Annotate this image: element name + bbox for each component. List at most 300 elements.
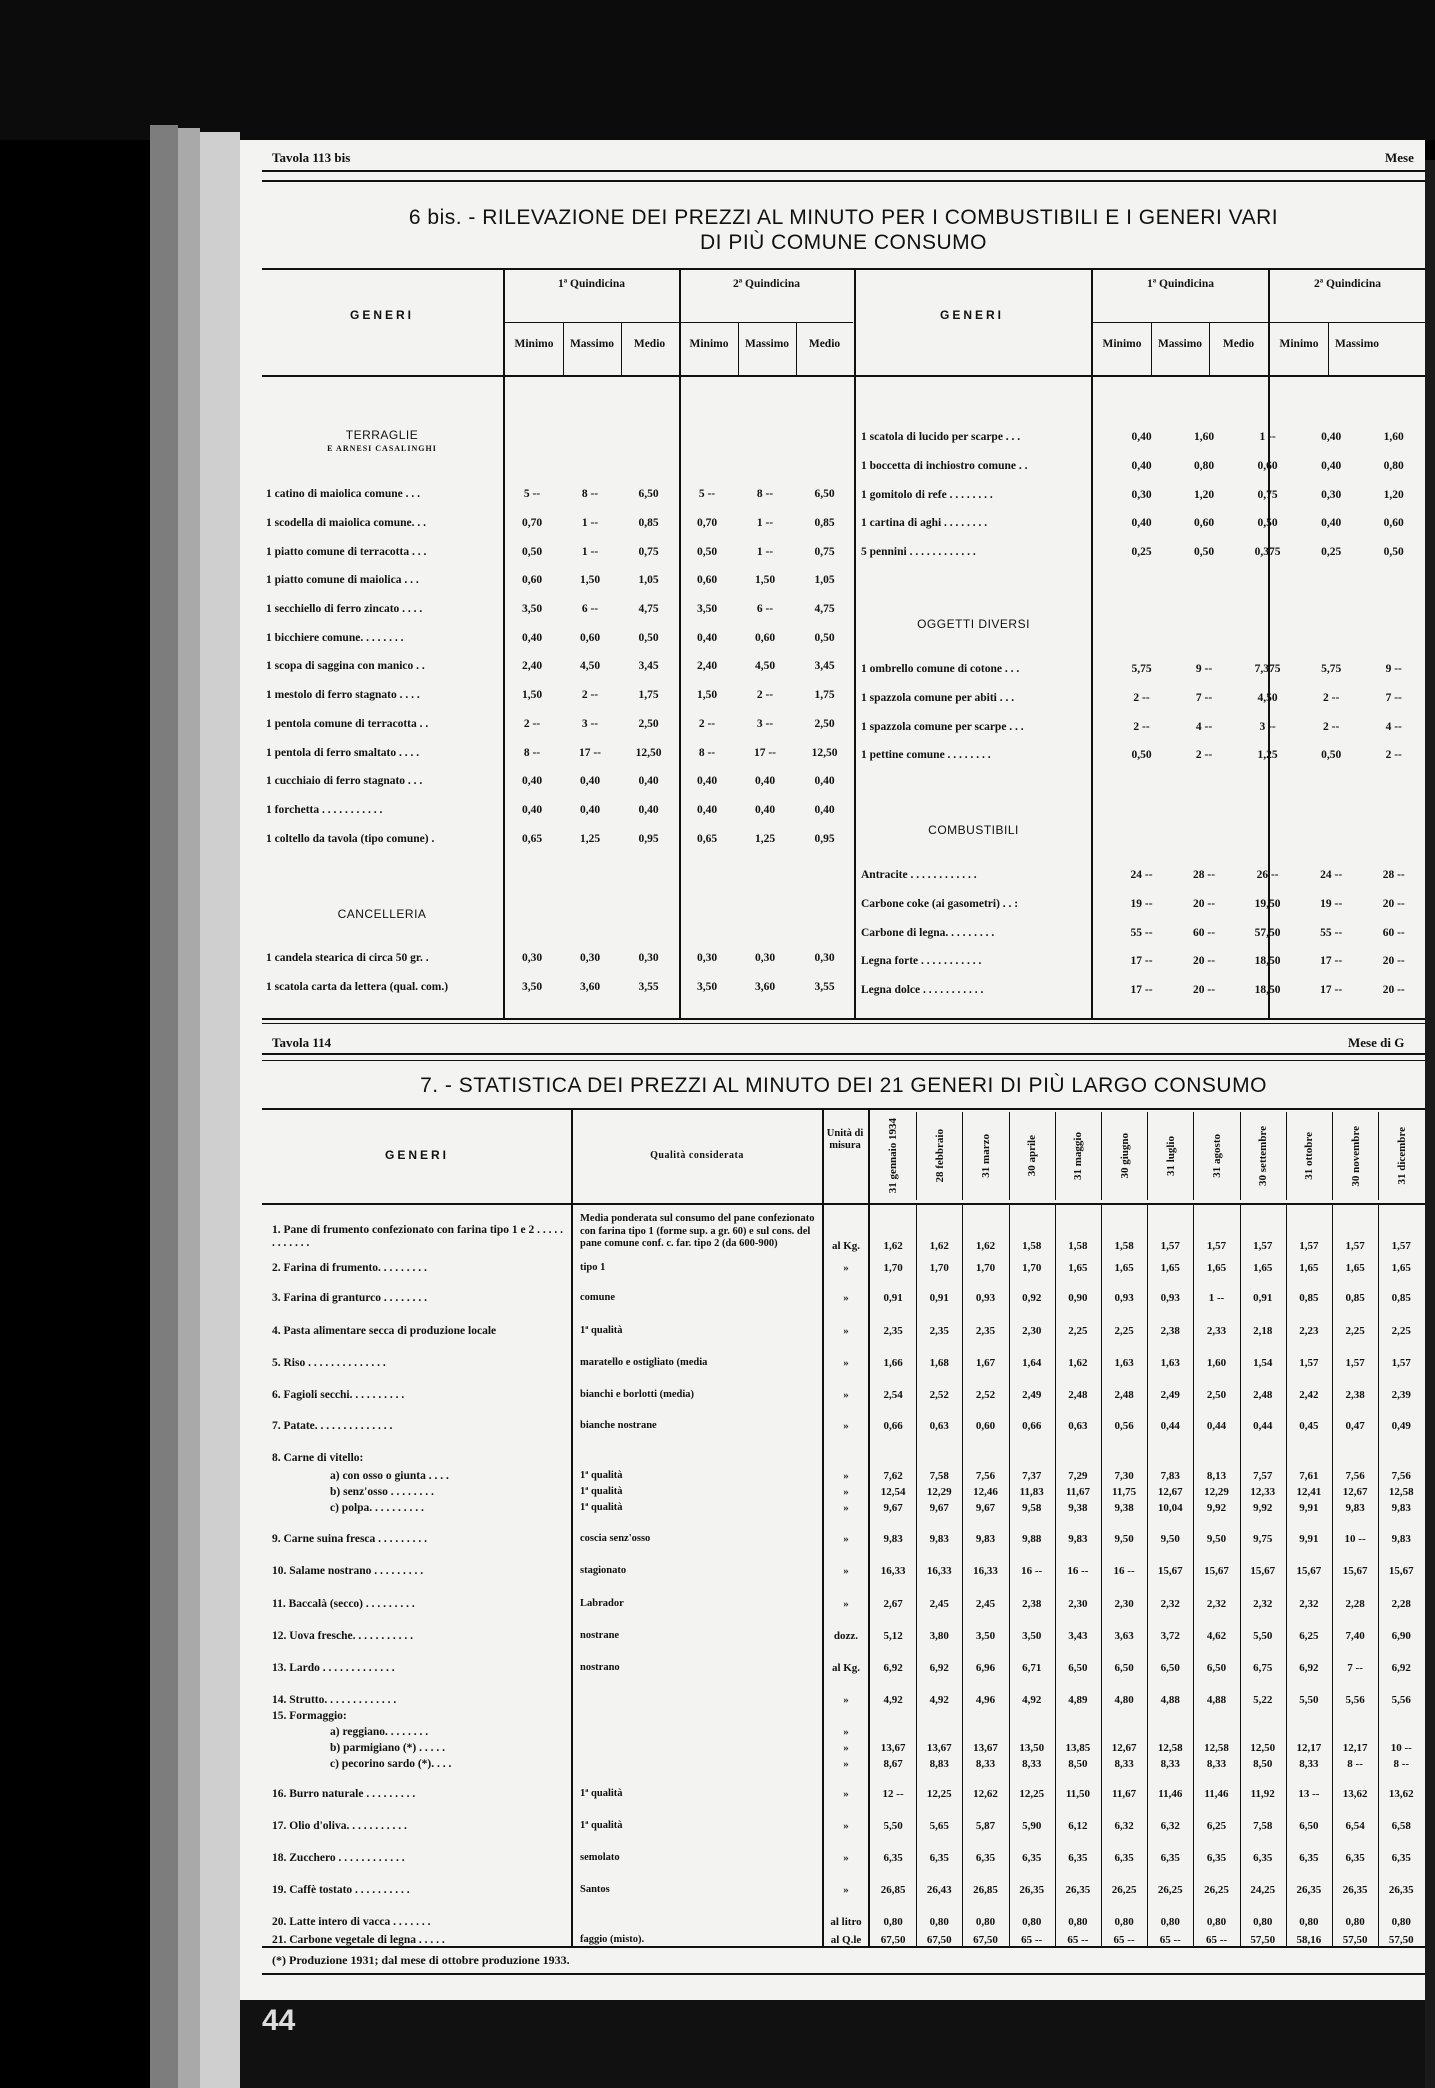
table6-title-line1: 6 bis. - RILEVAZIONE DEI PREZZI AL MINUTO PER I COMBUSTIBILI E I GENERI VARI (408, 206, 1279, 229)
price-cell: 6,35 (929, 1852, 949, 1864)
price-cell: 1,58 (1068, 1240, 1088, 1252)
price-cell: 9,58 (1022, 1502, 1042, 1514)
price-cell: 12,25 (926, 1788, 952, 1800)
price-cell: 0,49 (1391, 1420, 1411, 1432)
price-cell: 5,75 (1321, 663, 1342, 676)
price-cell: 2,45 (975, 1598, 996, 1610)
row-quality: 1ª qualità (580, 1788, 623, 1799)
table-row (857, 423, 1425, 452)
price-cell: 1,63 (1114, 1357, 1134, 1369)
row-unit: » (843, 1694, 849, 1706)
price-cell: 65 -- (1067, 1934, 1089, 1946)
price-cell: 10 -- (1390, 1742, 1412, 1754)
price-cell: 1,60 (1193, 431, 1215, 444)
price-cell: 17 -- (1320, 984, 1343, 997)
row-unit: » (843, 1325, 849, 1337)
price-cell: 1,65 (1160, 1262, 1180, 1274)
price-cell: 2,39 (1391, 1389, 1411, 1401)
date-header-label: 31 agosto (1210, 1134, 1223, 1178)
med-header: Medio (633, 338, 666, 350)
table-row (262, 824, 855, 853)
price-cell: 1,63 (1160, 1357, 1180, 1369)
price-cell: 6,50 (814, 488, 835, 501)
price-cell: 24 -- (1130, 869, 1153, 882)
table-row (262, 710, 855, 739)
price-cell: 1,58 (1022, 1240, 1042, 1252)
price-cell: 12 -- (882, 1788, 904, 1800)
price-cell: 1,62 (1068, 1357, 1088, 1369)
price-cell: 57,50 (1250, 1934, 1276, 1946)
price-cell: 2 -- (1385, 749, 1402, 762)
price-cell: 0,45 (1299, 1420, 1319, 1432)
price-cell: 8,33 (1206, 1758, 1227, 1770)
row-label: a) reggiano. . . . . . . . (330, 1726, 429, 1738)
price-cell: 1,05 (814, 574, 835, 587)
price-cell: 2,49 (1022, 1389, 1042, 1401)
date-header (1193, 1112, 1239, 1200)
price-cell: 6,35 (1160, 1852, 1180, 1864)
row-label: 1. Pane di frumento confezionato con farina tipo 1 e 2 . . . . . . . . . . . . (272, 1224, 563, 1249)
price-cell: 18,50 (1254, 984, 1281, 997)
price-cell: 1 -- (1259, 431, 1276, 444)
price-cell: 15,67 (1250, 1565, 1276, 1577)
page-number: 44 (262, 2004, 296, 2037)
scan-page-edge (178, 128, 200, 2088)
rule (262, 1108, 1425, 1110)
price-cell: 2,30 (1068, 1598, 1088, 1610)
price-cell: 67,50 (973, 1934, 998, 1946)
price-cell: 20 -- (1193, 955, 1216, 968)
price-cell: 6,50 (1299, 1820, 1319, 1832)
row-label: 9. Carne suina fresca . . . . . . . . . (272, 1533, 428, 1545)
price-cell: 26,25 (1157, 1884, 1183, 1896)
price-cell: 1,65 (1068, 1262, 1088, 1274)
item-name: Carbone di legna. . . . . . . . . (861, 926, 995, 939)
price-cell: 15,67 (1388, 1565, 1414, 1577)
table-row (262, 738, 855, 767)
price-cell: 0,80 (1391, 1916, 1411, 1928)
price-cell: 2 -- (1323, 720, 1340, 733)
price-cell: 8,33 (1114, 1758, 1134, 1770)
item-name: 1 secchiello di ferro zincato . . . . (266, 603, 423, 616)
price-cell: 1,57 (1345, 1357, 1365, 1369)
q1-header-right: 1ª Quindicina (1146, 278, 1215, 290)
row-label: 12. Uova fresche. . . . . . . . . . . (272, 1630, 413, 1642)
date-header-label: 31 luglio (1164, 1135, 1177, 1177)
price-cell: 0,80 (975, 1916, 996, 1928)
price-cell: 11,92 (1250, 1788, 1275, 1800)
price-cell: 20 -- (1193, 984, 1216, 997)
price-cell: 0,50 (814, 631, 835, 644)
price-cell: 0,93 (1114, 1292, 1134, 1304)
row-label: 13. Lardo . . . . . . . . . . . . . (272, 1662, 395, 1674)
table6-title (262, 205, 1425, 255)
price-cell: 3 -- (756, 717, 774, 730)
price-cell: 26,35 (1296, 1884, 1322, 1896)
price-cell: 15,67 (1342, 1565, 1368, 1577)
price-cell: 2,25 (1068, 1325, 1088, 1337)
item-name: 1 spazzola comune per abiti . . . (861, 692, 1015, 705)
price-cell: 3,60 (579, 981, 601, 994)
row-label: 6. Fagioli secchi. . . . . . . . . . (272, 1389, 405, 1401)
price-cell: 1,75 (638, 689, 659, 702)
row-label: b) senz'osso . . . . . . . . (330, 1486, 434, 1498)
row-quality: semolato (580, 1852, 620, 1863)
price-cell: 1,57 (1253, 1240, 1273, 1252)
price-cell: 7,29 (1068, 1470, 1088, 1482)
price-cell: 2,23 (1299, 1325, 1319, 1337)
price-cell: 2 -- (1133, 720, 1150, 733)
price-cell: 6,96 (975, 1662, 996, 1674)
price-cell: 7,58 (1253, 1820, 1273, 1832)
price-cell: 0,40 (814, 775, 835, 788)
price-cell: 1 -- (1208, 1292, 1225, 1304)
price-cell: 12,50 (635, 746, 662, 759)
med-header: Medio (808, 338, 841, 350)
row-label: 16. Burro naturale . . . . . . . . . (272, 1788, 416, 1800)
price-cell: 0,25 (1131, 546, 1152, 559)
price-cell: 6,92 (1391, 1662, 1411, 1674)
price-cell: 0,50 (1321, 749, 1342, 762)
table-row (857, 538, 1425, 567)
price-cell: 1 -- (581, 517, 599, 530)
price-cell: 3 -- (581, 717, 599, 730)
date-header-label: 31 gennaio 1934 (887, 1118, 900, 1194)
price-cell: 0,60 (754, 631, 776, 644)
price-cell: 0,40 (638, 803, 659, 816)
row-quality: 1ª qualità (580, 1325, 623, 1336)
price-cell: 4,89 (1068, 1694, 1088, 1706)
row-quality: nostrano (580, 1662, 620, 1673)
row-quality: bianchi e borlotti (media) (580, 1389, 695, 1400)
price-cell: 12,17 (1296, 1742, 1322, 1754)
price-cell: 12,29 (1204, 1486, 1229, 1498)
price-cell: 1,65 (1345, 1262, 1365, 1274)
table6-left-rows-1 (262, 480, 855, 853)
price-cell: 4,62 (1206, 1630, 1227, 1642)
rule (262, 1203, 1425, 1205)
price-cell: 12,62 (973, 1788, 998, 1800)
price-cell: 1,58 (1114, 1240, 1134, 1252)
price-cell: 0,30 (696, 952, 718, 965)
price-cell: 2,40 (521, 660, 543, 673)
max-header: Massimo (1157, 338, 1203, 350)
rule (1151, 323, 1152, 375)
t7-unita-header: Unità di misura (826, 1128, 864, 1151)
price-cell: 8,33 (1022, 1758, 1042, 1770)
price-cell: 12,58 (1388, 1486, 1414, 1498)
scan-page-edge (150, 125, 178, 2088)
price-cell: 1,50 (579, 574, 601, 587)
date-header (1055, 1112, 1101, 1200)
price-cell: 15,67 (1157, 1565, 1183, 1577)
price-cell: 0,66 (1022, 1420, 1042, 1432)
price-cell: 0,66 (883, 1420, 903, 1432)
price-cell: 9,83 (1068, 1533, 1088, 1545)
item-name: 1 pentola di ferro smaltato . . . . (266, 746, 420, 759)
price-cell: 5,56 (1391, 1694, 1411, 1706)
price-cell: 1,57 (1391, 1357, 1411, 1369)
price-cell: 20 -- (1382, 898, 1405, 911)
price-cell: 7,56 (1345, 1470, 1365, 1482)
item-name: 1 mestolo di ferro stagnato . . . . (266, 689, 420, 702)
price-cell: 0,40 (1131, 460, 1152, 473)
price-cell: 2,54 (883, 1389, 903, 1401)
price-cell: 10 -- (1344, 1533, 1366, 1545)
price-cell: 12,50 (811, 746, 838, 759)
date-header (1101, 1112, 1147, 1200)
price-cell: 0,40 (814, 803, 835, 816)
price-cell: 60 -- (1193, 926, 1216, 939)
scan-page-edge (200, 132, 240, 2088)
price-cell: 0,80 (1022, 1916, 1042, 1928)
row-quality: faggio (misto). (580, 1934, 645, 1945)
price-cell: 9,38 (1114, 1502, 1134, 1514)
price-cell: 0,40 (579, 803, 601, 816)
price-cell: 9,67 (883, 1502, 903, 1514)
price-cell: 0,91 (929, 1292, 949, 1304)
date-header (916, 1112, 962, 1200)
price-cell: 6,50 (1160, 1662, 1180, 1674)
price-cell: 8 -- (523, 746, 541, 759)
price-cell: 9,75 (1253, 1533, 1273, 1545)
price-cell: 0,60 (696, 574, 718, 587)
price-cell: 3,50 (1022, 1630, 1042, 1642)
price-cell: 0,40 (696, 803, 718, 816)
row-unit: » (843, 1470, 849, 1482)
row-quality: 1ª qualità (580, 1470, 623, 1481)
price-cell: 0,50 (1193, 546, 1215, 559)
table-row (262, 509, 855, 538)
rule (262, 1018, 1425, 1020)
item-name: 1 bicchiere comune. . . . . . . . (266, 631, 404, 644)
month-label: Mese (1385, 150, 1414, 165)
price-cell: 9,91 (1299, 1533, 1319, 1545)
price-cell: 3,43 (1068, 1630, 1088, 1642)
rule (1093, 322, 1425, 323)
row-label: 10. Salame nostrano . . . . . . . . . (272, 1565, 424, 1577)
price-cell: 1 -- (756, 517, 774, 530)
item-name: 1 candela stearica di circa 50 gr. . (266, 952, 429, 965)
price-cell: 0,30 (754, 952, 776, 965)
price-cell: 0,90 (1068, 1292, 1088, 1304)
t7-qualita-header: Qualità considerata (650, 1150, 744, 1161)
price-cell: 2 -- (1195, 749, 1213, 762)
table-row (857, 480, 1425, 509)
date-header (1332, 1112, 1378, 1200)
t7-generi-header: GENERI (384, 1148, 449, 1162)
price-cell: 3,45 (814, 660, 835, 673)
price-cell: 0,80 (1160, 1916, 1180, 1928)
item-name: 1 catino di maiolica comune . . . (266, 488, 420, 501)
price-cell: 2,52 (975, 1389, 996, 1401)
scan-right-edge (1425, 160, 1435, 2088)
row-unit: al Kg. (831, 1662, 861, 1674)
price-cell: 0,93 (1160, 1292, 1180, 1304)
price-cell: 8,33 (975, 1758, 996, 1770)
price-cell: 0,60 (521, 574, 543, 587)
price-cell: 3,72 (1160, 1630, 1180, 1642)
price-cell: 3,50 (521, 603, 543, 616)
price-cell: 12,17 (1342, 1742, 1368, 1754)
row-unit: » (843, 1884, 849, 1896)
min-header: Minimo (514, 338, 554, 350)
price-cell: 0,47 (1345, 1420, 1365, 1432)
price-cell: 11,46 (1158, 1788, 1183, 1800)
min-header: Minimo (689, 338, 729, 350)
price-cell: 2,49 (1160, 1389, 1180, 1401)
row-quality: comune (580, 1292, 615, 1303)
price-cell: 13,67 (973, 1742, 998, 1754)
price-cell: 26,25 (1204, 1884, 1229, 1896)
price-cell: 2,25 (1114, 1325, 1134, 1337)
price-cell: 1,57 (1299, 1357, 1319, 1369)
price-cell: 55 -- (1130, 926, 1153, 939)
row-quality: 1ª qualità (580, 1502, 623, 1513)
price-cell: 2,30 (1022, 1325, 1042, 1337)
price-cell: 3,60 (754, 981, 776, 994)
price-cell: 0,91 (883, 1292, 903, 1304)
price-cell: 0,85 (1345, 1292, 1365, 1304)
max-header: Massimo (569, 338, 615, 350)
price-cell: 2,52 (929, 1389, 949, 1401)
price-cell: 2,28 (1345, 1598, 1365, 1610)
item-name: 1 spazzola comune per scarpe . . . (861, 720, 1024, 733)
row-quality: Media ponderata sul consumo del pane confezionato con farina tipo 1 (forme sup. a gr. 60) e sul cons. del pane comune conf. c. far. tipo 2 (da 600-900) (580, 1213, 815, 1249)
price-cell: 13,50 (1019, 1742, 1045, 1754)
price-cell: 1,57 (1206, 1240, 1227, 1252)
date-header (1240, 1112, 1286, 1200)
price-cell: 6,35 (1345, 1852, 1365, 1864)
price-cell: 20 -- (1382, 984, 1405, 997)
price-cell: 13,62 (1342, 1788, 1368, 1800)
row-label: 2. Farina di frumento. . . . . . . . . (272, 1262, 427, 1274)
date-header (1378, 1112, 1424, 1200)
price-cell: 0,80 (929, 1916, 949, 1928)
price-cell: 2,45 (929, 1598, 949, 1610)
price-cell: 7,58 (929, 1470, 949, 1482)
row-label: b) parmigiano (*) . . . . . (330, 1742, 445, 1754)
row-label: 18. Zucchero . . . . . . . . . . . . (272, 1852, 405, 1864)
item-name: 1 scatola di lucido per scarpe . . . (861, 431, 1021, 444)
price-cell: 6,25 (1299, 1630, 1319, 1642)
rule (262, 375, 1425, 377)
price-cell: 6,50 (1206, 1662, 1227, 1674)
price-cell: 1,57 (1345, 1240, 1365, 1252)
price-cell: 3,80 (929, 1630, 949, 1642)
section-combustibili: COMBUSTIBILI (928, 823, 1019, 837)
price-cell: 0,40 (1321, 460, 1342, 473)
date-header-label: 30 giugno (1118, 1133, 1131, 1179)
price-cell: 2 -- (1133, 692, 1150, 705)
price-cell: 0,30 (579, 952, 601, 965)
section-cancelleria: CANCELLERIA (337, 907, 427, 921)
price-cell: 0,40 (754, 775, 776, 788)
rule (1209, 323, 1210, 375)
price-cell: 3,63 (1114, 1630, 1134, 1642)
item-name: 1 gomitolo di refe . . . . . . . . (861, 488, 993, 501)
item-name: Legna forte . . . . . . . . . . . (861, 955, 982, 968)
price-cell: 13,85 (1065, 1742, 1091, 1754)
table-row (857, 712, 1425, 741)
price-cell: 16,33 (973, 1565, 998, 1577)
row-unit: » (843, 1598, 849, 1610)
price-cell: 9,50 (1114, 1533, 1134, 1545)
price-cell: 6,71 (1022, 1662, 1042, 1674)
price-cell: 2,18 (1253, 1325, 1273, 1337)
price-cell: 6,54 (1345, 1820, 1365, 1832)
price-cell: 6,92 (929, 1662, 949, 1674)
price-cell: 6,32 (1114, 1820, 1134, 1832)
row-unit: » (843, 1389, 849, 1401)
price-cell: 5,12 (883, 1630, 903, 1642)
date-header-label: 28 febbraio (933, 1129, 946, 1183)
price-cell: 57,50 (1388, 1934, 1414, 1946)
row-unit: » (843, 1758, 849, 1770)
price-cell: 7,30 (1114, 1470, 1134, 1482)
price-cell: 2,67 (883, 1598, 903, 1610)
price-cell: 57,50 (1342, 1934, 1368, 1946)
date-header-label: 31 ottobre (1303, 1132, 1316, 1180)
price-cell: 2,25 (1345, 1325, 1365, 1337)
price-cell: 0,44 (1160, 1420, 1180, 1432)
price-cell: 13,62 (1388, 1788, 1414, 1800)
price-cell: 0,40 (696, 631, 718, 644)
row-quality: tipo 1 (580, 1262, 606, 1273)
price-cell: 26,43 (926, 1884, 952, 1896)
price-cell: 1,57 (1299, 1240, 1319, 1252)
price-cell: 0,70 (696, 517, 718, 530)
price-cell: 0,50 (1131, 749, 1152, 762)
row-unit: al Kg. (831, 1240, 861, 1252)
price-cell: 1,66 (883, 1357, 903, 1369)
price-cell: 2,35 (929, 1325, 949, 1337)
price-cell: 6,35 (1253, 1852, 1273, 1864)
row-unit: » (843, 1486, 849, 1498)
date-header-label: 31 dicembre (1395, 1127, 1408, 1185)
row-label: 5. Riso . . . . . . . . . . . . . . (272, 1357, 386, 1369)
price-cell: 1,64 (1022, 1357, 1042, 1369)
price-cell: 0,30 (638, 952, 659, 965)
price-cell: 0,40 (1131, 431, 1152, 444)
row-unit: » (843, 1502, 849, 1514)
price-cell: 0,40 (1321, 431, 1342, 444)
min-header: Minimo (1279, 338, 1319, 350)
table-row (857, 684, 1425, 713)
price-cell: 13 -- (1298, 1788, 1320, 1800)
price-cell: 8 -- (1393, 1758, 1410, 1770)
price-cell: 1,70 (929, 1262, 949, 1274)
row-label: c) pecorino sardo (*). . . . (330, 1758, 452, 1770)
price-cell: 13,67 (880, 1742, 906, 1754)
price-cell: 9,92 (1253, 1502, 1273, 1514)
price-cell: 6,90 (1391, 1630, 1411, 1642)
price-cell: 0,375 (1254, 546, 1281, 559)
row-quality: 1ª qualità (580, 1486, 623, 1497)
item-name: 1 piatto comune di terracotta . . . (266, 545, 427, 558)
price-cell: 0,91 (1253, 1292, 1273, 1304)
price-cell: 4,75 (638, 603, 659, 616)
price-cell: 3,55 (814, 981, 835, 994)
price-cell: 6,35 (1068, 1852, 1088, 1864)
price-cell: 6,12 (1068, 1820, 1088, 1832)
price-cell: 12,58 (1204, 1742, 1229, 1754)
price-cell: 2,38 (1022, 1598, 1042, 1610)
price-cell: 8,50 (1253, 1758, 1273, 1770)
price-cell: 5 -- (523, 488, 541, 501)
price-cell: 2,38 (1160, 1325, 1180, 1337)
price-cell: 4,50 (1257, 692, 1278, 705)
